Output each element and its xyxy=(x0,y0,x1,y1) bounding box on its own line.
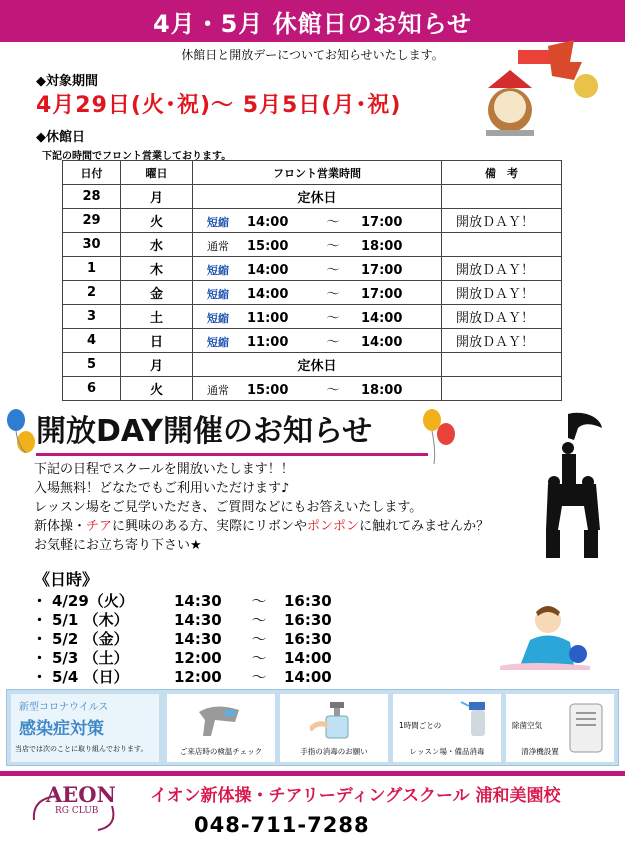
line4-cheer: チア xyxy=(86,519,113,534)
row-hours xyxy=(193,377,442,401)
open-day-text xyxy=(34,460,489,555)
schedule-end: 16:30 xyxy=(284,592,332,610)
covid-panel xyxy=(6,689,619,766)
mascot-face xyxy=(494,91,526,123)
hours-table-header xyxy=(63,161,562,185)
schedule-end: 16:30 xyxy=(284,630,332,648)
row-dow: 金 xyxy=(121,281,193,305)
childrens-day-illustration xyxy=(478,40,608,145)
cheer-stunt-silhouette xyxy=(538,410,608,560)
open-day-title: 開放DAY開催のお知らせ xyxy=(36,411,428,456)
open-day-line1: 下記の日程でスクールを開放いたします！！ xyxy=(34,462,294,477)
header-hours: フロント営業時間 xyxy=(193,161,442,185)
row-date: 5 xyxy=(63,353,121,377)
row-date: 4 xyxy=(63,329,121,353)
row-dow: 月 xyxy=(121,353,193,377)
schedule-tilde: ～ xyxy=(251,592,267,610)
covid-caption-2: 手指の消毒のお願い xyxy=(300,747,368,756)
schedule-end: 14:00 xyxy=(284,649,332,667)
row-kind: 短縮 xyxy=(207,312,229,325)
row-end: 17:00 xyxy=(361,263,403,278)
closed-note: 下記の時間でフロント営業しております。 xyxy=(42,151,232,162)
schedule-item xyxy=(32,668,344,687)
row-end: 14:00 xyxy=(361,335,403,350)
schedule-bullet: ・ xyxy=(32,668,48,686)
row-start: 15:00 xyxy=(247,239,289,254)
covid-line3: 当店では次のことに取り組んでおります。 xyxy=(15,745,148,753)
row-kind: 通常 xyxy=(207,384,229,397)
row-start: 11:00 xyxy=(247,311,289,326)
schedule-start: 12:00 xyxy=(174,668,222,686)
row-tilde: ～ xyxy=(326,263,340,278)
open-day-line2: 入場無料！どなたでもご利用いただけます♪ xyxy=(34,481,290,496)
schedule-tilde: ～ xyxy=(251,649,267,667)
schedule-tilde: ～ xyxy=(251,611,267,629)
row-kind: 短縮 xyxy=(207,216,229,229)
schedule-tilde: ～ xyxy=(251,668,267,686)
open-day-line3: レッスン場をご見学いただき、ご質問などにもお答えいたします。 xyxy=(34,500,423,515)
balloons-left-icon xyxy=(4,406,38,466)
schedule-item xyxy=(32,611,344,630)
hours-row xyxy=(63,377,562,401)
row-end: 14:00 xyxy=(361,311,403,326)
covid-caption-1: ご来店時の検温チェック xyxy=(179,747,263,756)
row-hours xyxy=(193,233,442,257)
row-closed: 定休日 xyxy=(193,353,442,377)
row-start: 14:00 xyxy=(247,215,289,230)
row-date: 6 xyxy=(63,377,121,401)
school-name: イオン新体操・チアリーディングスクール 浦和美園校 xyxy=(150,786,561,806)
row-remark: 開放ＤＡＹ！ xyxy=(442,209,562,233)
schedule-item xyxy=(32,592,344,611)
schedule-start: 12:00 xyxy=(174,649,222,667)
row-dow: 日 xyxy=(121,329,193,353)
schedule-item xyxy=(32,630,344,649)
row-dow: 土 xyxy=(121,305,193,329)
hours-row xyxy=(63,257,562,281)
covid-caption-3: レッスン場・備品消毒 xyxy=(409,747,485,756)
period-label: ◆対象期間 xyxy=(36,74,98,89)
header-dow: 曜日 xyxy=(121,161,193,185)
schedule-list xyxy=(32,592,344,687)
schedule-date: 5/4 （日） xyxy=(52,668,129,686)
row-dow: 月 xyxy=(121,185,193,209)
aeon-logo: AEON xyxy=(46,782,116,807)
line4-part-a: 新体操・ xyxy=(34,519,87,534)
covid-card-air-purifier xyxy=(506,694,614,762)
row-hours xyxy=(193,329,442,353)
row-start: 14:00 xyxy=(247,287,289,302)
row-date: 2 xyxy=(63,281,121,305)
schedule-end: 16:30 xyxy=(284,611,332,629)
schedule-date: 5/1 （木） xyxy=(52,611,129,629)
row-remark xyxy=(442,353,562,377)
schedule-end: 14:00 xyxy=(284,668,332,686)
schedule-date: 5/3 （土） xyxy=(52,649,129,667)
row-dow: 火 xyxy=(121,209,193,233)
row-remark: 開放ＤＡＹ！ xyxy=(442,281,562,305)
covid-line1: 新型コロナウイルス xyxy=(19,702,109,713)
thermometer-icon xyxy=(195,702,245,738)
schedule-bullet: ・ xyxy=(32,630,48,648)
header-remarks: 備 考 xyxy=(442,161,562,185)
row-start: 14:00 xyxy=(247,263,289,278)
open-day-line4 xyxy=(34,517,489,536)
spray-bottle-icon xyxy=(455,698,495,738)
covid-card-sanitizer xyxy=(280,694,388,762)
row-hours xyxy=(193,281,442,305)
page-title: 4月・5月 休館日のお知らせ xyxy=(152,10,473,38)
row-start: 11:00 xyxy=(247,335,289,350)
line4-pompom: ポンポン xyxy=(307,519,360,534)
line4-part-e: に触れてみませんか？ xyxy=(359,519,490,534)
schedule-date: 4/29（火） xyxy=(52,592,134,610)
hours-row xyxy=(63,329,562,353)
row-tilde: ～ xyxy=(326,215,340,230)
schedule-start: 14:30 xyxy=(174,630,222,648)
row-closed: 定休日 xyxy=(193,185,442,209)
row-hours xyxy=(193,305,442,329)
row-end: 17:00 xyxy=(361,287,403,302)
covid-caption-4-top: 除菌空気 xyxy=(512,721,542,730)
row-end: 18:00 xyxy=(361,239,403,254)
row-remark: 開放ＤＡＹ！ xyxy=(442,257,562,281)
hours-row xyxy=(63,353,562,377)
top-banner xyxy=(0,0,625,42)
hours-row xyxy=(63,305,562,329)
row-end: 18:00 xyxy=(361,383,403,398)
row-date: 30 xyxy=(63,233,121,257)
covid-line2: 感染症対策 xyxy=(19,719,104,739)
hours-row xyxy=(63,209,562,233)
schedule-start: 14:30 xyxy=(174,611,222,629)
schedule-item xyxy=(32,649,344,668)
row-kind: 短縮 xyxy=(207,288,229,301)
footer-band xyxy=(0,771,625,776)
covid-card-thermometer xyxy=(167,694,275,762)
covid-caption-3-top: 1時間ごとの xyxy=(399,721,442,730)
schedule-bullet: ・ xyxy=(32,649,48,667)
row-remark xyxy=(442,377,562,401)
open-day-line5: お気軽にお立ち寄り下さい★ xyxy=(34,538,202,553)
line4-part-c: に興味のある方、実際にリボンや xyxy=(112,519,308,534)
row-tilde: ～ xyxy=(326,287,340,302)
schedule-bullet: ・ xyxy=(32,611,48,629)
row-date: 3 xyxy=(63,305,121,329)
row-date: 29 xyxy=(63,209,121,233)
rg-club-logo: RG CLUB xyxy=(55,806,99,816)
row-remark: 開放ＤＡＹ！ xyxy=(442,305,562,329)
row-dow: 木 xyxy=(121,257,193,281)
sanitizer-icon xyxy=(310,700,360,740)
row-remark xyxy=(442,233,562,257)
row-tilde: ～ xyxy=(326,383,340,398)
page-subtitle: 休館日と開放デーについてお知らせいたします。 xyxy=(181,48,444,62)
row-start: 15:00 xyxy=(247,383,289,398)
row-dow: 水 xyxy=(121,233,193,257)
schedule-heading: 《日時》 xyxy=(34,570,99,589)
mascot-helmet xyxy=(488,70,532,88)
hours-row xyxy=(63,281,562,305)
header-date: 日付 xyxy=(63,161,121,185)
row-date: 1 xyxy=(63,257,121,281)
phone-number: 048-711-7288 xyxy=(194,813,370,837)
schedule-date: 5/2 （金） xyxy=(52,630,129,648)
hours-row xyxy=(63,185,562,209)
hours-row xyxy=(63,233,562,257)
row-remark: 開放ＤＡＹ！ xyxy=(442,329,562,353)
kabuto-paper xyxy=(548,40,582,80)
schedule-bullet: ・ xyxy=(32,592,48,610)
row-remark xyxy=(442,185,562,209)
row-hours xyxy=(193,257,442,281)
row-kind: 短縮 xyxy=(207,264,229,277)
row-date: 28 xyxy=(63,185,121,209)
row-dow: 火 xyxy=(121,377,193,401)
kashiwa-mochi xyxy=(574,74,598,98)
schedule-tilde: ～ xyxy=(251,630,267,648)
row-tilde: ～ xyxy=(326,239,340,254)
closed-label: ◆休館日 xyxy=(36,130,85,145)
mascot-base xyxy=(486,130,534,136)
period-value: 4月29日(火･祝)～ 5月5日(月･祝) xyxy=(36,93,402,118)
row-kind: 通常 xyxy=(207,240,229,253)
covid-caption-4: 清浄機設置 xyxy=(521,747,559,756)
row-tilde: ～ xyxy=(326,335,340,350)
row-end: 17:00 xyxy=(361,215,403,230)
gymnast-illustration xyxy=(490,600,600,672)
covid-lead xyxy=(11,694,159,762)
schedule-start: 14:30 xyxy=(174,592,222,610)
row-hours xyxy=(193,209,442,233)
hours-table xyxy=(62,160,562,401)
row-tilde: ～ xyxy=(326,311,340,326)
row-kind: 短縮 xyxy=(207,336,229,349)
